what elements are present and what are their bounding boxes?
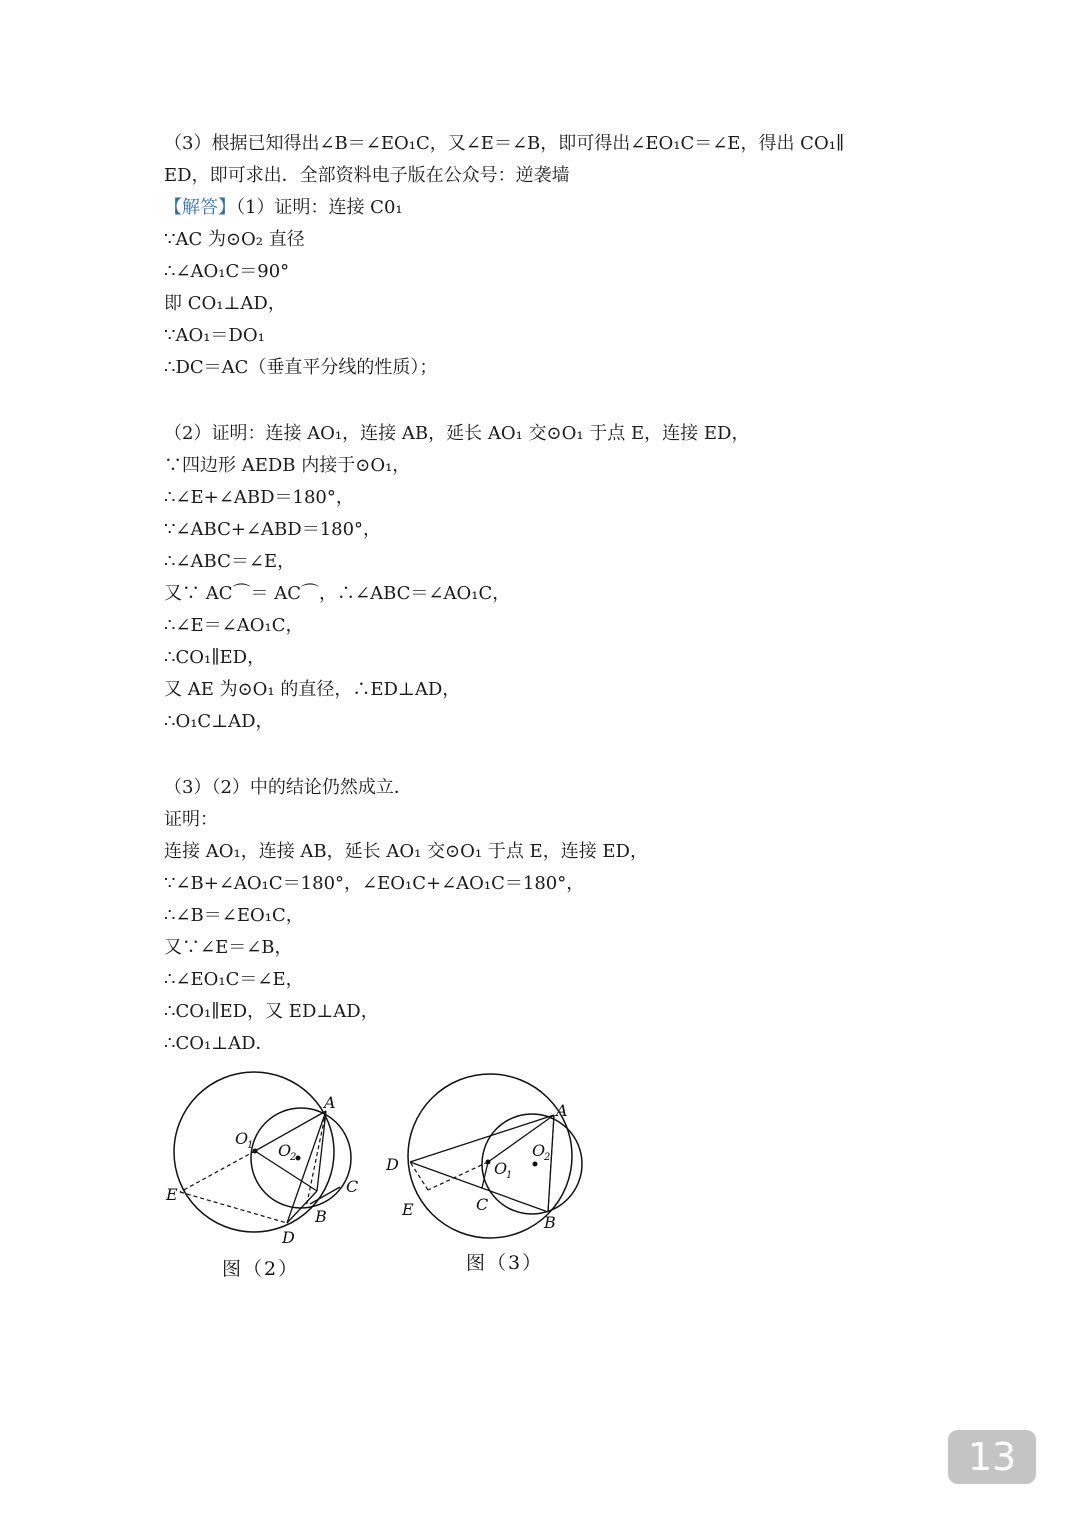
figure-2 <box>160 1070 380 1250</box>
text-line: ∴∠B＝∠EO₁C， <box>164 905 304 926</box>
figure-3-diagram <box>380 1070 600 1250</box>
text-line: ∵∠B+∠AO₁C＝180°，∠EO₁C+∠AO₁C＝180°， <box>164 873 585 894</box>
text-line: 又∵∠E＝∠B， <box>164 937 293 958</box>
label-b: B <box>544 1213 556 1232</box>
answer-tag: 【解答】 <box>164 197 236 218</box>
label-o2-sub: 2 <box>544 1152 551 1163</box>
label-o2: O <box>278 1141 292 1160</box>
text-line: 证明： <box>164 809 218 830</box>
text-line: （2）证明：连接 AO₁，连接 AB，延长 AO₁ 交⊙O₁ 于点 E，连接 ED， <box>164 423 750 444</box>
label-o1: O <box>494 1159 508 1178</box>
text-line: ∴DC＝AC（垂直平分线的性质）； <box>164 357 438 378</box>
label-a: A <box>556 1101 568 1120</box>
page-number-badge: 13 <box>948 1430 1036 1484</box>
text-line: ∵四边形 AEDB 内接于⊙O₁， <box>164 455 411 476</box>
text-line: ∵∠ABC+∠ABD＝180°， <box>164 519 382 540</box>
text-line: ∴∠ABC＝∠E， <box>164 551 296 572</box>
label-a: A <box>324 1093 336 1112</box>
label-d: D <box>386 1155 399 1174</box>
label-b: B <box>315 1207 327 1226</box>
text-line: 连接 AO₁，连接 AB，延长 AO₁ 交⊙O₁ 于点 E，连接 ED， <box>164 841 648 862</box>
figure-2-diagram <box>160 1070 380 1250</box>
text-line: 即 CO₁⊥AD， <box>164 293 286 314</box>
answer-heading <box>164 192 924 224</box>
text-line: ∴∠E+∠ABD＝180°， <box>164 487 354 508</box>
label-o2-sub: 2 <box>290 1152 297 1163</box>
text-line: ∵AO₁＝DO₁ <box>164 325 265 346</box>
text-line: ∴CO₁∥ED， <box>164 647 266 668</box>
label-e: E <box>402 1200 414 1219</box>
text-line: （3）根据已知得出∠B＝∠EO₁C，又∠E＝∠B，即可得出∠EO₁C＝∠E，得出 CO₁∥ <box>164 133 845 154</box>
text-line: ∴CO₁⊥AD． <box>164 1033 274 1054</box>
text-line: ∴∠EO₁C＝∠E， <box>164 969 304 990</box>
text-line: （3）（2）中的结论仍然成立． <box>164 777 412 798</box>
text-line: 又 AE 为⊙O₁ 的直径，∴ED⊥AD， <box>164 679 461 700</box>
label-c: C <box>476 1195 489 1214</box>
figure-3 <box>380 1070 600 1250</box>
figure-2-caption: 图（2） <box>222 1258 300 1280</box>
text-line: ∵AC 为⊙O₂ 直径 <box>164 229 305 250</box>
label-o1: O <box>235 1129 249 1148</box>
label-o1-sub: 1 <box>506 1170 513 1181</box>
text-line: ∴∠AO₁C＝90° <box>164 261 290 282</box>
label-c: C <box>346 1177 359 1196</box>
text-line: ∴CO₁∥ED，又 ED⊥AD， <box>164 1001 379 1022</box>
text-line: 又∵ AC⌒＝ AC⌒，∴∠ABC＝∠AO₁C， <box>164 583 511 604</box>
text-line: ∴∠E＝∠AO₁C， <box>164 615 304 636</box>
solution-text <box>164 128 924 1060</box>
answer-first-line: （1）证明：连接 C0₁ <box>236 197 403 218</box>
figure-3-caption: 图（3） <box>466 1252 544 1274</box>
text-line: ED，即可求出．全部资料电子版在公众号：逆袭墙 <box>164 165 570 186</box>
text-line: ∴O₁C⊥AD， <box>164 711 274 732</box>
label-o1-sub: 1 <box>247 1140 254 1151</box>
label-d: D <box>282 1228 295 1247</box>
label-o2: O <box>532 1141 546 1160</box>
label-e: E <box>166 1185 178 1204</box>
